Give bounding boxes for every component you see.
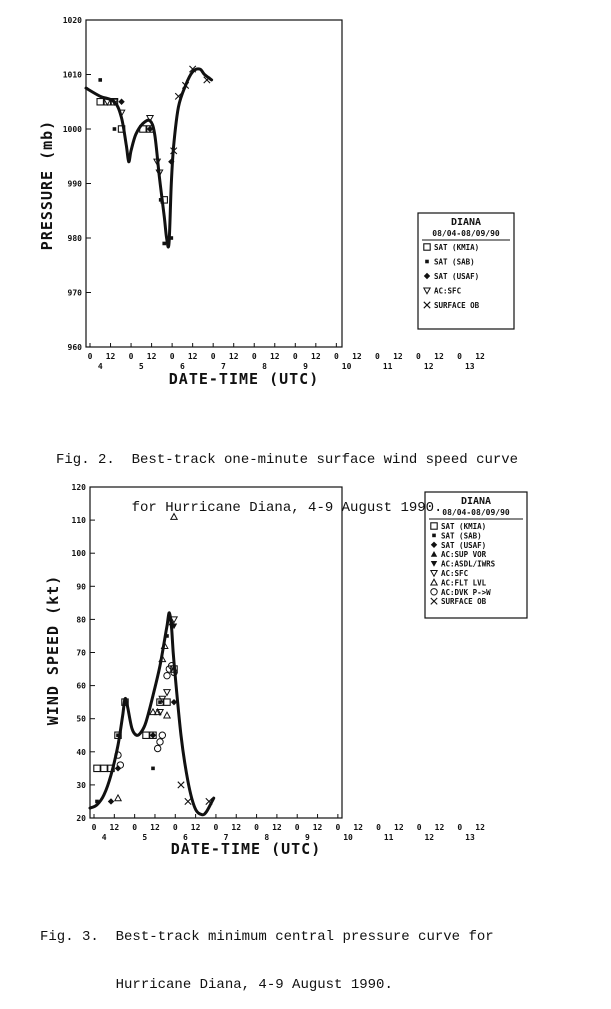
x-tick-label: 12	[105, 352, 116, 361]
data-point	[165, 634, 169, 638]
figure-3-caption-line-2: Hurricane Diana, 4-9 August 1990.	[40, 977, 393, 993]
legend-title: DIANA	[450, 217, 482, 228]
x-tick-label: 0	[416, 352, 421, 361]
x-tick-label: 0	[91, 823, 97, 832]
data-point	[95, 800, 99, 804]
x-tick-label: 0	[294, 823, 300, 832]
legend-label: AC:SUP VOR	[441, 550, 487, 560]
data-point	[151, 767, 155, 771]
x-tick-label: 12	[434, 823, 445, 832]
data-point	[164, 699, 170, 705]
y-tick-label: 50	[76, 714, 86, 724]
day-label: 9	[304, 833, 310, 842]
legend-label: SAT (USAF)	[434, 272, 480, 281]
data-point	[157, 739, 163, 745]
data-point	[150, 732, 156, 738]
x-tick-label: 12	[187, 352, 198, 361]
data-point	[164, 712, 170, 718]
y-tick-label: 70	[76, 648, 86, 658]
plot-frame	[90, 487, 342, 818]
x-tick-label: 12	[231, 823, 242, 832]
x-tick-label: 0	[374, 352, 380, 361]
x-tick-label: 0	[128, 352, 134, 361]
x-axis-title: DATE-TIME (UTC)	[170, 840, 322, 858]
x-tick-label: 12	[272, 823, 282, 832]
legend-subtitle: 08/04-08/09/90	[442, 508, 510, 517]
legend-label: AC:ASDL/IWRS	[441, 559, 496, 569]
x-tick-label: 0	[416, 823, 422, 832]
day-label: 5	[142, 833, 148, 842]
x-tick-label: 12	[352, 352, 362, 361]
y-axis-title: WIND SPEED (kt)	[44, 574, 62, 726]
figure-2-caption-line-1: Fig. 2. Best-track one-minute surface wind speed curve	[56, 452, 519, 468]
day-label: 5	[138, 362, 144, 371]
data-point	[116, 733, 120, 737]
x-tick-label: 12	[190, 823, 201, 832]
day-label: 13	[465, 833, 475, 842]
day-label: 7	[221, 362, 226, 371]
data-point	[178, 782, 184, 788]
x-tick-label: 0	[213, 823, 219, 832]
x-tick-label: 0	[87, 352, 93, 361]
legend-label: SAT (KMIA)	[434, 243, 480, 252]
x-tick-label: 0	[457, 823, 463, 832]
legend-title: DIANA	[460, 496, 492, 507]
legend-label: AC:SFC	[441, 569, 469, 578]
x-tick-label: 0	[251, 352, 257, 361]
day-label: 9	[303, 362, 308, 371]
y-tick-label: 990	[67, 179, 82, 189]
data-point	[101, 765, 107, 771]
day-label: 7	[223, 833, 229, 842]
x-tick-label: 12	[353, 823, 364, 832]
x-tick-label: 0	[376, 823, 381, 832]
data-point	[115, 795, 121, 801]
x-tick-label: 12	[146, 352, 157, 361]
data-point	[164, 690, 170, 696]
figure-3-caption	[40, 897, 494, 1009]
x-tick-label: 12	[150, 823, 160, 832]
day-label: 13	[464, 362, 475, 371]
legend-label: SAT (KMIA)	[441, 522, 487, 531]
day-label: 6	[179, 362, 185, 371]
legend-label: SURFACE OB	[441, 597, 487, 607]
y-tick-label: 30	[76, 780, 86, 790]
y-axis-title: PRESSURE (mb)	[38, 119, 56, 251]
day-label: 8	[262, 362, 267, 371]
y-tick-label: 120	[71, 483, 86, 492]
data-point	[164, 672, 170, 678]
figure-3-caption-line-1: Fig. 3. Best-track minimum central pressure curve for	[40, 929, 494, 945]
y-tick-label: 980	[67, 234, 82, 243]
y-tick-label: 20	[76, 814, 86, 823]
x-tick-label: 0	[457, 352, 462, 361]
day-label: 11	[383, 833, 394, 842]
x-tick-label: 12	[109, 823, 120, 832]
x-tick-label: 12	[269, 352, 280, 361]
legend-label: AC:DVK P->W	[441, 587, 491, 597]
y-tick-label: 80	[76, 615, 86, 625]
x-tick-label: 0	[169, 352, 175, 361]
x-tick-label: 12	[311, 352, 321, 361]
legend-label: AC:FLT LVL	[441, 578, 487, 588]
x-tick-label: 12	[475, 823, 485, 832]
data-point	[185, 798, 191, 804]
data-point	[94, 765, 100, 771]
data-point	[154, 745, 160, 751]
y-tick-label: 970	[67, 288, 82, 298]
figure-2-caption	[56, 420, 518, 532]
day-label: 4	[97, 362, 103, 371]
data-point	[108, 798, 114, 804]
legend-label: SAT (USAF)	[441, 540, 487, 550]
x-tick-label: 0	[172, 823, 178, 832]
day-label: 12	[424, 833, 435, 842]
day-label: 10	[341, 362, 352, 371]
best-track-curve	[90, 613, 214, 815]
day-label: 12	[423, 362, 434, 371]
y-tick-label: 100	[71, 549, 86, 559]
x-tick-label: 12	[312, 823, 323, 832]
y-tick-label: 60	[76, 681, 86, 691]
x-tick-label: 0	[333, 352, 339, 361]
x-tick-label: 0	[254, 823, 259, 832]
legend-label: SAT (SAB)	[441, 531, 482, 541]
day-label: 8	[264, 833, 270, 842]
x-tick-label: 12	[475, 352, 485, 361]
figure-2-caption-line-2: for Hurricane Diana, 4-9 August 1990.	[56, 500, 443, 516]
data-point	[117, 762, 123, 768]
day-label: 11	[382, 362, 393, 371]
y-tick-label: 90	[76, 582, 86, 592]
day-label: 4	[101, 833, 107, 842]
y-tick-label: 960	[67, 343, 82, 352]
legend-subtitle: 08/04-08/09/90	[432, 229, 500, 238]
data-point	[159, 732, 165, 738]
x-tick-label: 0	[292, 352, 298, 361]
x-tick-label: 12	[393, 352, 403, 361]
legend-label: SAT (SAB)	[434, 257, 475, 267]
day-label: 6	[183, 833, 188, 842]
x-tick-label: 0	[335, 823, 341, 832]
y-tick-label: 1000	[62, 125, 82, 134]
x-tick-label: 12	[228, 352, 239, 361]
legend-symbol	[432, 534, 436, 538]
data-point	[143, 732, 149, 738]
x-tick-label: 0	[132, 823, 138, 832]
y-tick-label: 1010	[62, 70, 82, 80]
x-tick-label: 0	[210, 352, 216, 361]
x-tick-label: 12	[394, 823, 404, 832]
y-tick-label: 40	[76, 747, 86, 757]
y-tick-label: 110	[71, 516, 86, 526]
legend-label: SURFACE OB	[434, 301, 480, 310]
legend-label: AC:SFC	[434, 286, 462, 296]
y-tick-label: 1020	[62, 16, 82, 25]
x-axis-title: DATE-TIME (UTC)	[168, 370, 320, 388]
x-tick-label: 12	[434, 352, 444, 361]
day-label: 10	[343, 833, 353, 842]
